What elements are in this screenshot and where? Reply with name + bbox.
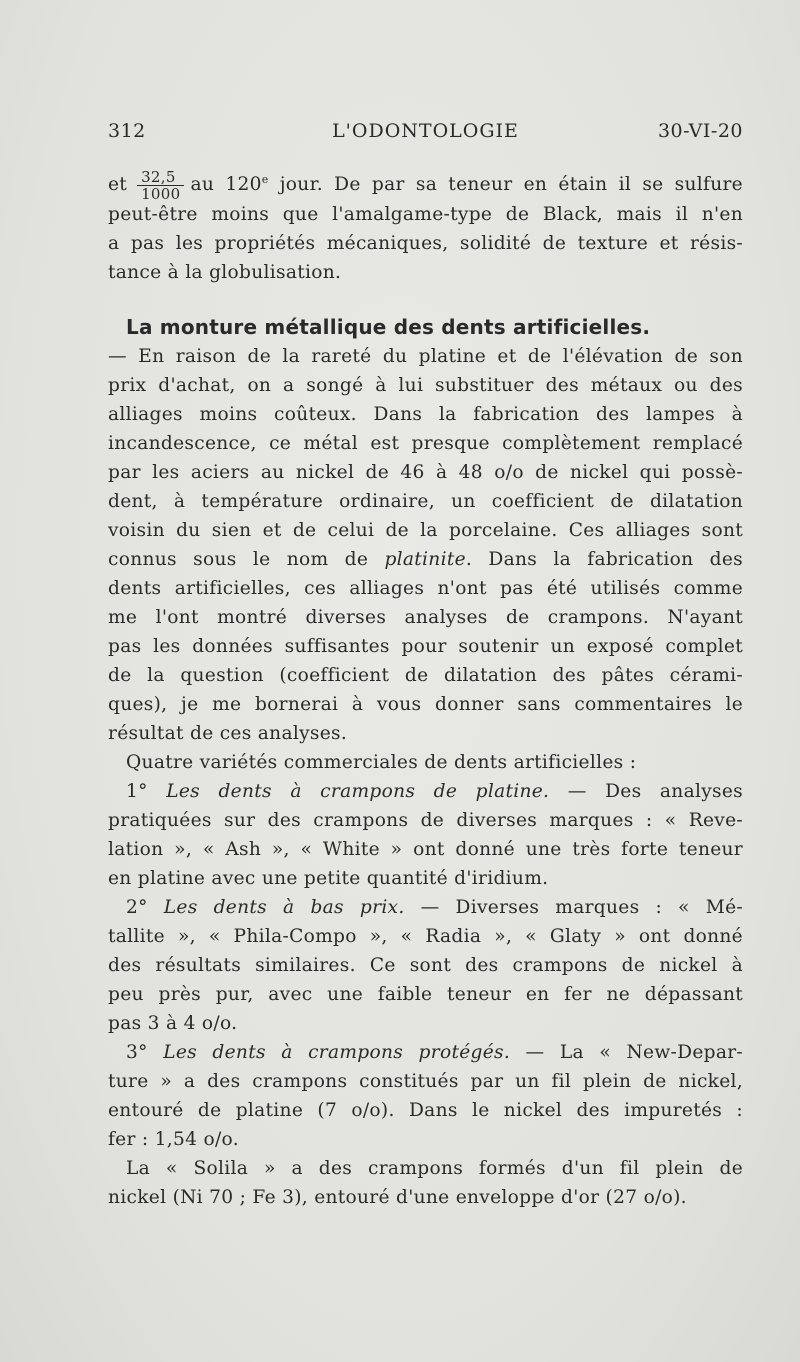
text-line: prix d'achat, on a songé à lui substituer des métaux ou des [108,375,743,396]
text-line: pas 3 à 4 o/o. [108,1013,238,1034]
text-line: entouré de platine (7 o/o). Dans le nickel des impuretés : [108,1100,743,1121]
text-line: voisin du sien et de celui de la porcelaine. Ces alliages sont [108,520,743,541]
text-line: peut-être moins que l'amalgame-type de Black, mais il n'en [108,204,743,225]
list-item-heading: 2° Les dents à bas prix. — Diverses marques : « Mé- [126,897,743,918]
text-line: tallite », « Phila-Compo », « Radia », « Glaty » ont donné [108,926,743,947]
issue-date: 30-VI-20 [657,120,743,142]
text-line: nickel (Ni 70 ; Fe 3), entouré d'une enveloppe d'or (27 o/o). [108,1187,687,1208]
text-line: par les aciers au nickel de 46 à 48 o/o de nickel qui possè- [108,462,743,483]
text-line: en platine avec une petite quantité d'iridium. [108,868,549,889]
text-line: dents artificielles, ces alliages n'ont pas été utilisés comme [108,578,743,599]
text-line: incandescence, ce métal est presque complètement remplacé [108,433,743,454]
text-line: fer : 1,54 o/o. [108,1129,239,1150]
text-line: La « Solila » a des crampons formés d'un fil plein de [126,1158,743,1179]
page-body [108,160,743,1212]
text-line: ture » a des crampons constitués par un fil plein de nickel, [108,1071,743,1092]
text-line: de la question (coefficient de dilatation des pâtes cérami- [108,665,743,686]
text-line: tance à la globulisation. [108,262,342,283]
text-line: me l'ont montré diverses analyses de crampons. N'ayant [108,607,743,628]
text-line: — En raison de la rareté du platine et de l'élévation de son [108,346,743,367]
text-line: et $\frac{32,5}{1000}$ au 120e jour. De par sa teneur en étain il se sulfure [108,167,743,203]
spacer [108,287,743,313]
italic-term: platinite [384,549,466,570]
text-line: pratiquées sur des crampons de diverses marques : « Reve- [108,810,743,831]
text-line: résultat de ces analyses. [108,723,348,744]
section-heading: La monture métallique des dents artificielles. [126,315,651,339]
journal-title: L'ODONTOLOGIE [332,120,519,142]
text-line: alliages moins coûteux. Dans la fabrication des lampes à [108,404,743,425]
text-line: connus sous le nom de platinite. Dans la fabrication des [108,549,743,570]
fraction: $\frac{32,5}{1000}$ [137,169,184,202]
text-line: ques), je me bornerai à vous donner sans commentaires le [108,694,743,715]
text-line: a pas les propriétés mécaniques, solidité de texture et résis- [108,233,743,254]
text-line: lation », « Ash », « White » ont donné une très forte teneur [108,839,743,860]
page-number: 312 [108,120,146,142]
text-line: pas les données suffisantes pour soutenir un exposé complet [108,636,743,657]
text-line: peu près pur, avec une faible teneur en fer ne dépassant [108,984,743,1005]
list-item-heading: 3° Les dents à crampons protégés. — La « New-Depar- [126,1042,744,1063]
list-item-heading: 1° Les dents à crampons de platine. — Des analyses [126,781,743,802]
text-line: Quatre variétés commerciales de dents artificielles : [126,752,637,773]
text-line: dent, à température ordinaire, un coefficient de dilatation [108,491,743,512]
running-header [108,120,743,146]
text-line: des résultats similaires. Ce sont des crampons de nickel à [108,955,743,976]
